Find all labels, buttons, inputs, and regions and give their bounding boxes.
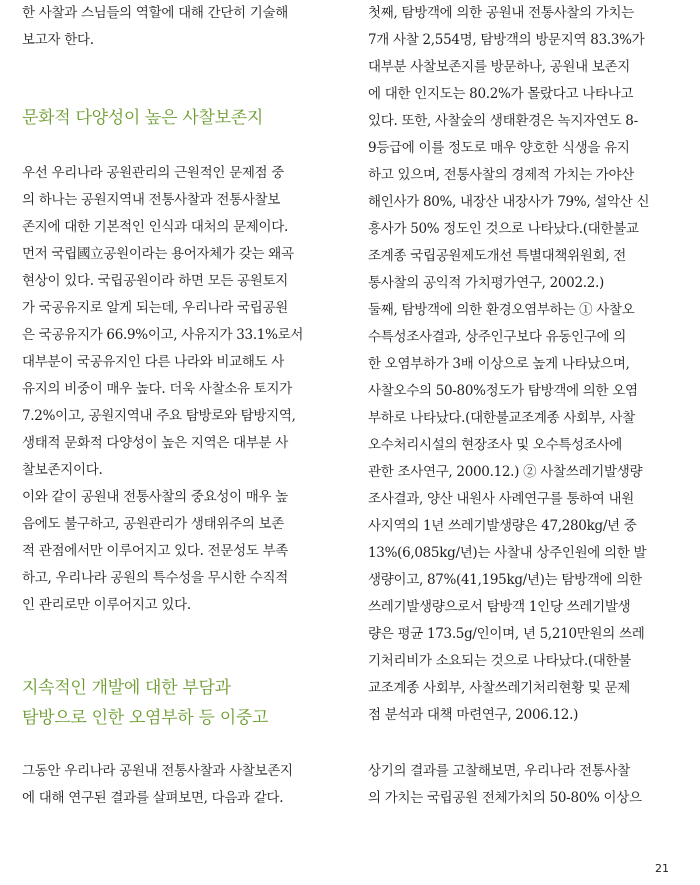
text-line: 적 관점에서만 이루어지고 있다. 전문성도 부족 xyxy=(22,543,289,559)
text-line: 한 사찰과 스님들의 역할에 대해 간단히 기술해 xyxy=(22,5,289,21)
text-line: 상기의 결과를 고찰해보면, 우리나라 전통사찰 xyxy=(368,763,631,779)
text-line: 13%(6,085kg/년)는 사찰내 상주인원에 의한 발 xyxy=(368,545,647,561)
heading-line: 탐방으로 인한 오염부하 등 이중고 xyxy=(22,708,269,728)
text-line: 생태적 문화적 다양성이 높은 지역은 대부분 사 xyxy=(22,435,289,451)
text-line: 에 대한 인지도는 80.2%가 몰랐다고 나타나고 xyxy=(368,86,634,102)
text-line: 부하로 나타났다.(대한불교조계종 사회부, 사찰 xyxy=(368,410,636,426)
text-line: 둘째, 탐방객에 의한 환경오염부하는 ① 사찰오 xyxy=(368,302,635,318)
text-line: 가 국공유지로 알게 되는데, 우리나라 국립공원 xyxy=(22,300,289,316)
text-line: 찰보존지이다. xyxy=(22,462,103,478)
text-line: 대부분 사찰보존지를 방문하나, 공원내 보존지 xyxy=(368,59,631,75)
section-heading-development-burden xyxy=(22,673,322,733)
text-line: 먼저 국립國立공원이라는 용어자체가 갖는 왜곡 xyxy=(22,246,294,262)
text-line: 인 관리로만 이루어지고 있다. xyxy=(22,597,191,613)
text-line: 생량이고, 87%(41,195kg/년)는 탐방객에 의한 xyxy=(368,572,642,588)
text-line: 은 국공유지가 66.9%이고, 사유지가 33.1%로서 xyxy=(22,327,304,343)
text-line: 조사결과, 양산 내원사 사례연구를 통하여 내원 xyxy=(368,491,635,507)
text-line: 오수처리시설의 현장조사 및 오수특성조사에 xyxy=(368,437,623,453)
text-line: 의 하나는 공원지역내 전통사찰과 전통사찰보 xyxy=(22,192,281,208)
text-line: 음에도 불구하고, 공원관리가 생태위주의 보존 xyxy=(22,516,285,532)
text-line: 하고, 우리나라 공원의 특수성을 무시한 수직적 xyxy=(22,570,289,586)
text-line: 흥사가 50% 정도인 것으로 나타났다.(대한불교 xyxy=(368,221,639,237)
text-line: 그동안 우리나라 공원내 전통사찰과 사찰보존지 xyxy=(22,763,293,779)
text-line: 조계종 국립공원제도개선 특별대책위원회, 전 xyxy=(368,248,627,264)
text-line: 보고자 한다. xyxy=(22,32,94,48)
text-line: 의 가치는 국립공원 전체가치의 50-80% 이상으 xyxy=(368,790,642,806)
text-line: 기처리비가 소요되는 것으로 나타났다.(대한불 xyxy=(368,653,632,669)
text-line: 9등급에 이를 정도로 매우 양호한 식생을 유지 xyxy=(368,140,630,156)
body-paragraph xyxy=(22,160,322,619)
text-line: 해인사가 80%, 내장산 내장사가 79%, 설악산 신 xyxy=(368,194,650,210)
text-line: 수특성조사결과, 상주인구보다 유동인구에 의 xyxy=(368,329,627,345)
text-line: 하고 있으며, 전통사찰의 경제적 가치는 가야산 xyxy=(368,167,635,183)
text-line: 관한 조사연구, 2000.12.) ② 사찰쓰레기발생량 xyxy=(368,464,643,480)
heading-line: 지속적인 개발에 대한 부담과 xyxy=(22,678,231,698)
text-line: 첫째, 탐방객에 의한 공원내 전통사찰의 가치는 xyxy=(368,5,635,21)
body-paragraph xyxy=(368,758,668,812)
body-paragraph xyxy=(22,758,322,812)
text-line: 사지역의 1년 쓰레기발생량은 47,280kg/년 중 xyxy=(368,518,637,534)
text-line: 있다. 또한, 사찰숲의 생태환경은 녹지자연도 8- xyxy=(368,113,638,129)
text-line: 쓰레기발생량으로서 탐방객 1인당 쓰레기발생 xyxy=(368,599,631,615)
text-line: 한 오염부하가 3배 이상으로 높게 나타났으며, xyxy=(368,356,630,372)
body-paragraph xyxy=(368,0,668,729)
intro-paragraph xyxy=(22,0,322,54)
text-line: 통사찰의 공익적 가치평가연구, 2002.2.) xyxy=(368,275,604,291)
text-line: 에 대해 연구된 결과를 살펴보면, 다음과 같다. xyxy=(22,790,284,806)
text-line: 존지에 대한 기본적인 인식과 대처의 문제이다. xyxy=(22,219,289,235)
page-number: 21 xyxy=(655,862,669,875)
text-line: 7.2%이고, 공원지역내 주요 탐방로와 탐방지역, xyxy=(22,408,296,424)
text-line: 7개 사찰 2,554명, 탐방객의 방문지역 83.3%가 xyxy=(368,32,645,48)
text-line: 이와 같이 공원내 전통사찰의 중요성이 매우 높 xyxy=(22,489,289,505)
text-line: 점 분석과 대책 마련연구, 2006.12.) xyxy=(368,707,579,723)
text-line: 대부분이 국공유지인 다른 나라와 비교해도 사 xyxy=(22,354,285,370)
text-line: 유지의 비중이 매우 높다. 더욱 사찰소유 토지가 xyxy=(22,381,293,397)
text-line: 현상이 있다. 국립공원이라 하면 모든 공원토지 xyxy=(22,273,289,289)
section-heading-cultural-diversity xyxy=(22,103,322,133)
text-line: 량은 평균 173.5g/인이며, 년 5,210만원의 쓰레 xyxy=(368,626,645,642)
heading-line: 문화적 다양성이 높은 사찰보존지 xyxy=(22,108,264,128)
text-line: 우선 우리나라 공원관리의 근원적인 문제점 중 xyxy=(22,165,285,181)
text-line: 교조계종 사회부, 사찰쓰레기처리현황 및 문제 xyxy=(368,680,631,696)
text-line: 사찰오수의 50-80%정도가 탐방객에 의한 오염 xyxy=(368,383,638,399)
